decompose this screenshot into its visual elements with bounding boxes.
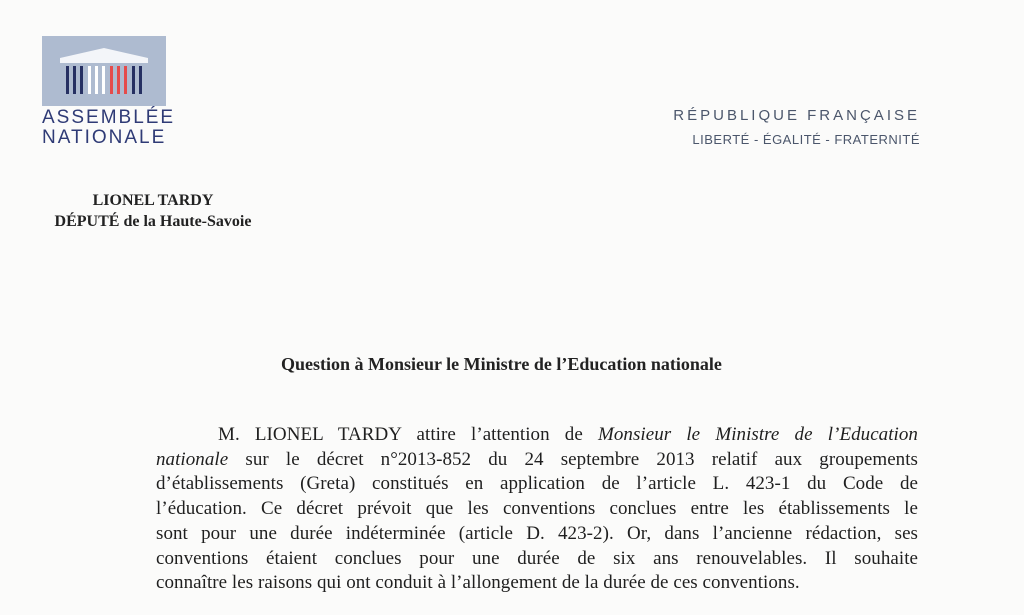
logo-wordmark — [42, 108, 192, 148]
republic-name: RÉPUBLIQUE FRANÇAISE — [673, 107, 920, 124]
republic-motto: LIBERTÉ - ÉGALITÉ - FRATERNITÉ — [692, 132, 920, 147]
question-title: Question à Monsieur le Ministre de l’Education nationale — [281, 354, 722, 374]
palais-bourbon-icon — [42, 36, 166, 106]
body-line-6: conventions étaient conclues pour une durée de six ans renouvelables. Il souhaite — [156, 547, 918, 569]
body-line-5: sont pour une durée indéterminée (article D. 423-2). Or, dans l’ancienne rédaction, ses — [156, 522, 918, 544]
deputy-name: LIONEL TARDY — [92, 192, 214, 209]
logo-line-1: ASSEMBLÉE — [42, 107, 176, 128]
assemblee-nationale-logo — [42, 36, 192, 156]
body-line-3: d’établissements (Greta) constitués en application de l’article L. 423-1 du Code de — [156, 473, 918, 495]
deputy-block — [22, 190, 284, 232]
assemblee-nationale-logo-icon — [42, 36, 166, 106]
body-line-2 — [156, 448, 918, 473]
body-line-1 — [156, 423, 918, 448]
body-line-1a: M. LIONEL TARDY attire l’attention de — [218, 424, 598, 445]
body-line-2b: sur le décret n°2013-852 du 24 septembre 2013 relatif aux groupements — [228, 448, 918, 470]
logo-line-2: NATIONALE — [42, 127, 167, 148]
question-body — [156, 423, 918, 596]
body-line-2a: nationale — [156, 448, 229, 470]
republic-header — [600, 104, 920, 152]
body-line-7: connaître les raisons qui ont conduit à l’allongement de la durée de ces conventions. — [156, 572, 800, 594]
deputy-title: DÉPUTÉ de la Haute-Savoie — [54, 213, 252, 230]
body-line-1b: Monsieur le Ministre de l’Education — [597, 424, 918, 445]
body-line-4: l’éducation. Ce décret prévoit que les conventions conclues entre les établissements le — [156, 498, 918, 520]
